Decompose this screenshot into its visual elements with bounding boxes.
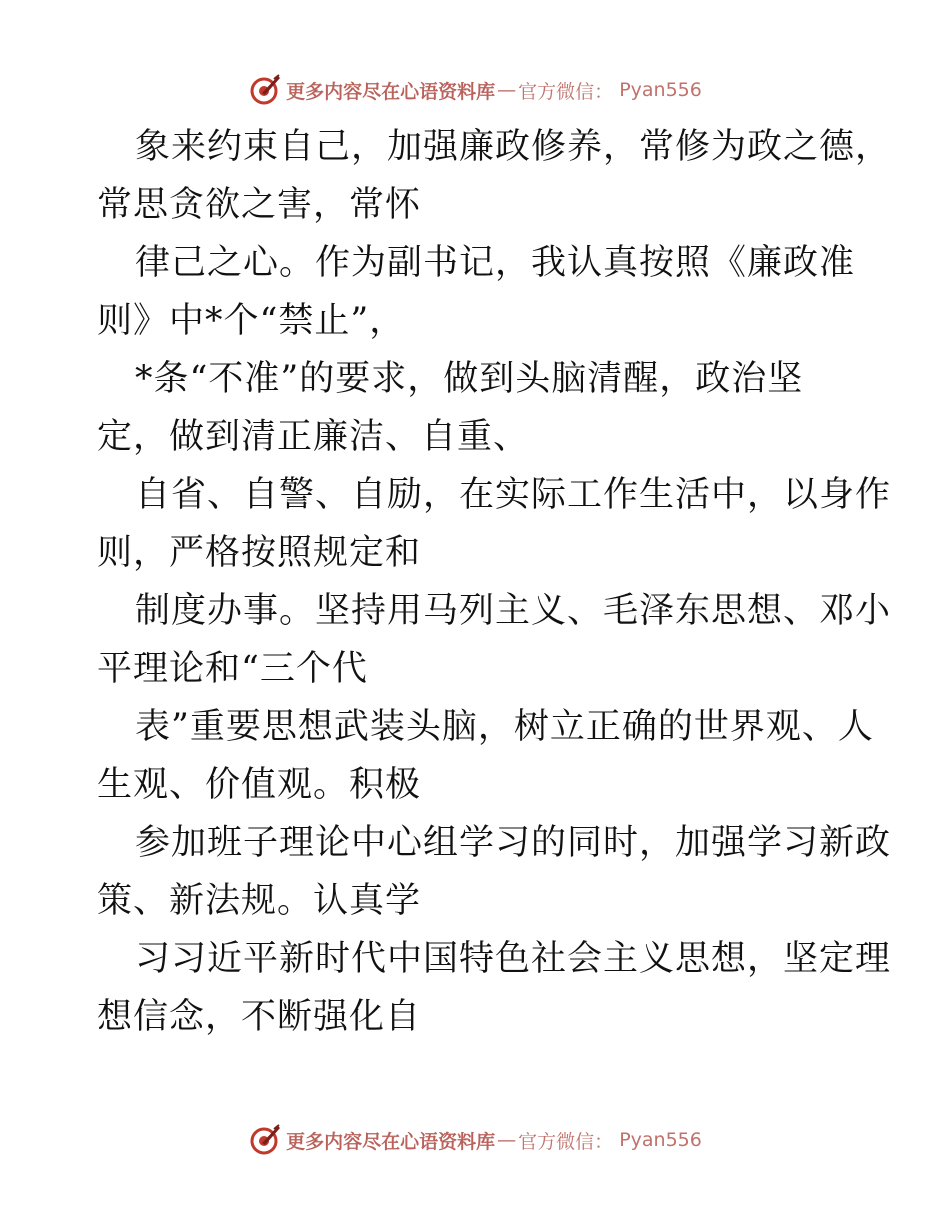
document-body [97, 118, 892, 1046]
body-line: 习习近平新时代中国特色社会主义思想，坚定理 [135, 939, 892, 979]
banner-label: 官方微信： [518, 1130, 614, 1153]
banner-handle: Pyan556 [619, 1129, 702, 1151]
body-line: 象来约束自己，加强廉政修养，常修为政之德， [135, 127, 892, 167]
body-line: 表”重要思想武装头脑，树立正确的世界观、人 [135, 707, 874, 747]
body-line: 自省、自警、自励，在实际工作生活中，以身作 [135, 475, 892, 515]
banner-separator: — [497, 79, 517, 101]
quill-pen-seal-icon [248, 1123, 282, 1157]
banner-prefix: 更多内容尽在心语资料库 [286, 80, 496, 103]
banner-label: 官方微信： [518, 80, 614, 103]
body-line: *条“不准”的要求，做到头脑清醒，政治坚 [135, 359, 804, 399]
banner-handle: Pyan556 [619, 79, 702, 101]
banner-separator: — [497, 1129, 517, 1151]
body-line: 平理论和“三个代 [97, 649, 368, 689]
body-line: 想信念，不断强化自 [97, 997, 422, 1037]
body-line: 制度办事。坚持用马列主义、毛泽东思想、邓小 [135, 591, 892, 631]
banner-prefix: 更多内容尽在心语资料库 [286, 1130, 496, 1153]
body-line: 则》中*个“禁止”， [97, 301, 406, 341]
body-line: 定，做到清正廉洁、自重、 [97, 417, 530, 457]
header-watermark-banner [0, 70, 950, 110]
quill-pen-seal-icon [248, 73, 282, 107]
body-line: 策、新法规。认真学 [97, 881, 422, 921]
body-line: 则，严格按照规定和 [97, 533, 422, 573]
footer-watermark-banner [0, 1120, 950, 1160]
body-line: 律己之心。作为副书记，我认真按照《廉政准 [135, 243, 856, 283]
body-line: 常思贪欲之害，常怀 [97, 185, 422, 225]
body-line: 生观、价值观。积极 [97, 765, 422, 805]
body-line: 参加班子理论中心组学习的同时，加强学习新政 [135, 823, 892, 863]
